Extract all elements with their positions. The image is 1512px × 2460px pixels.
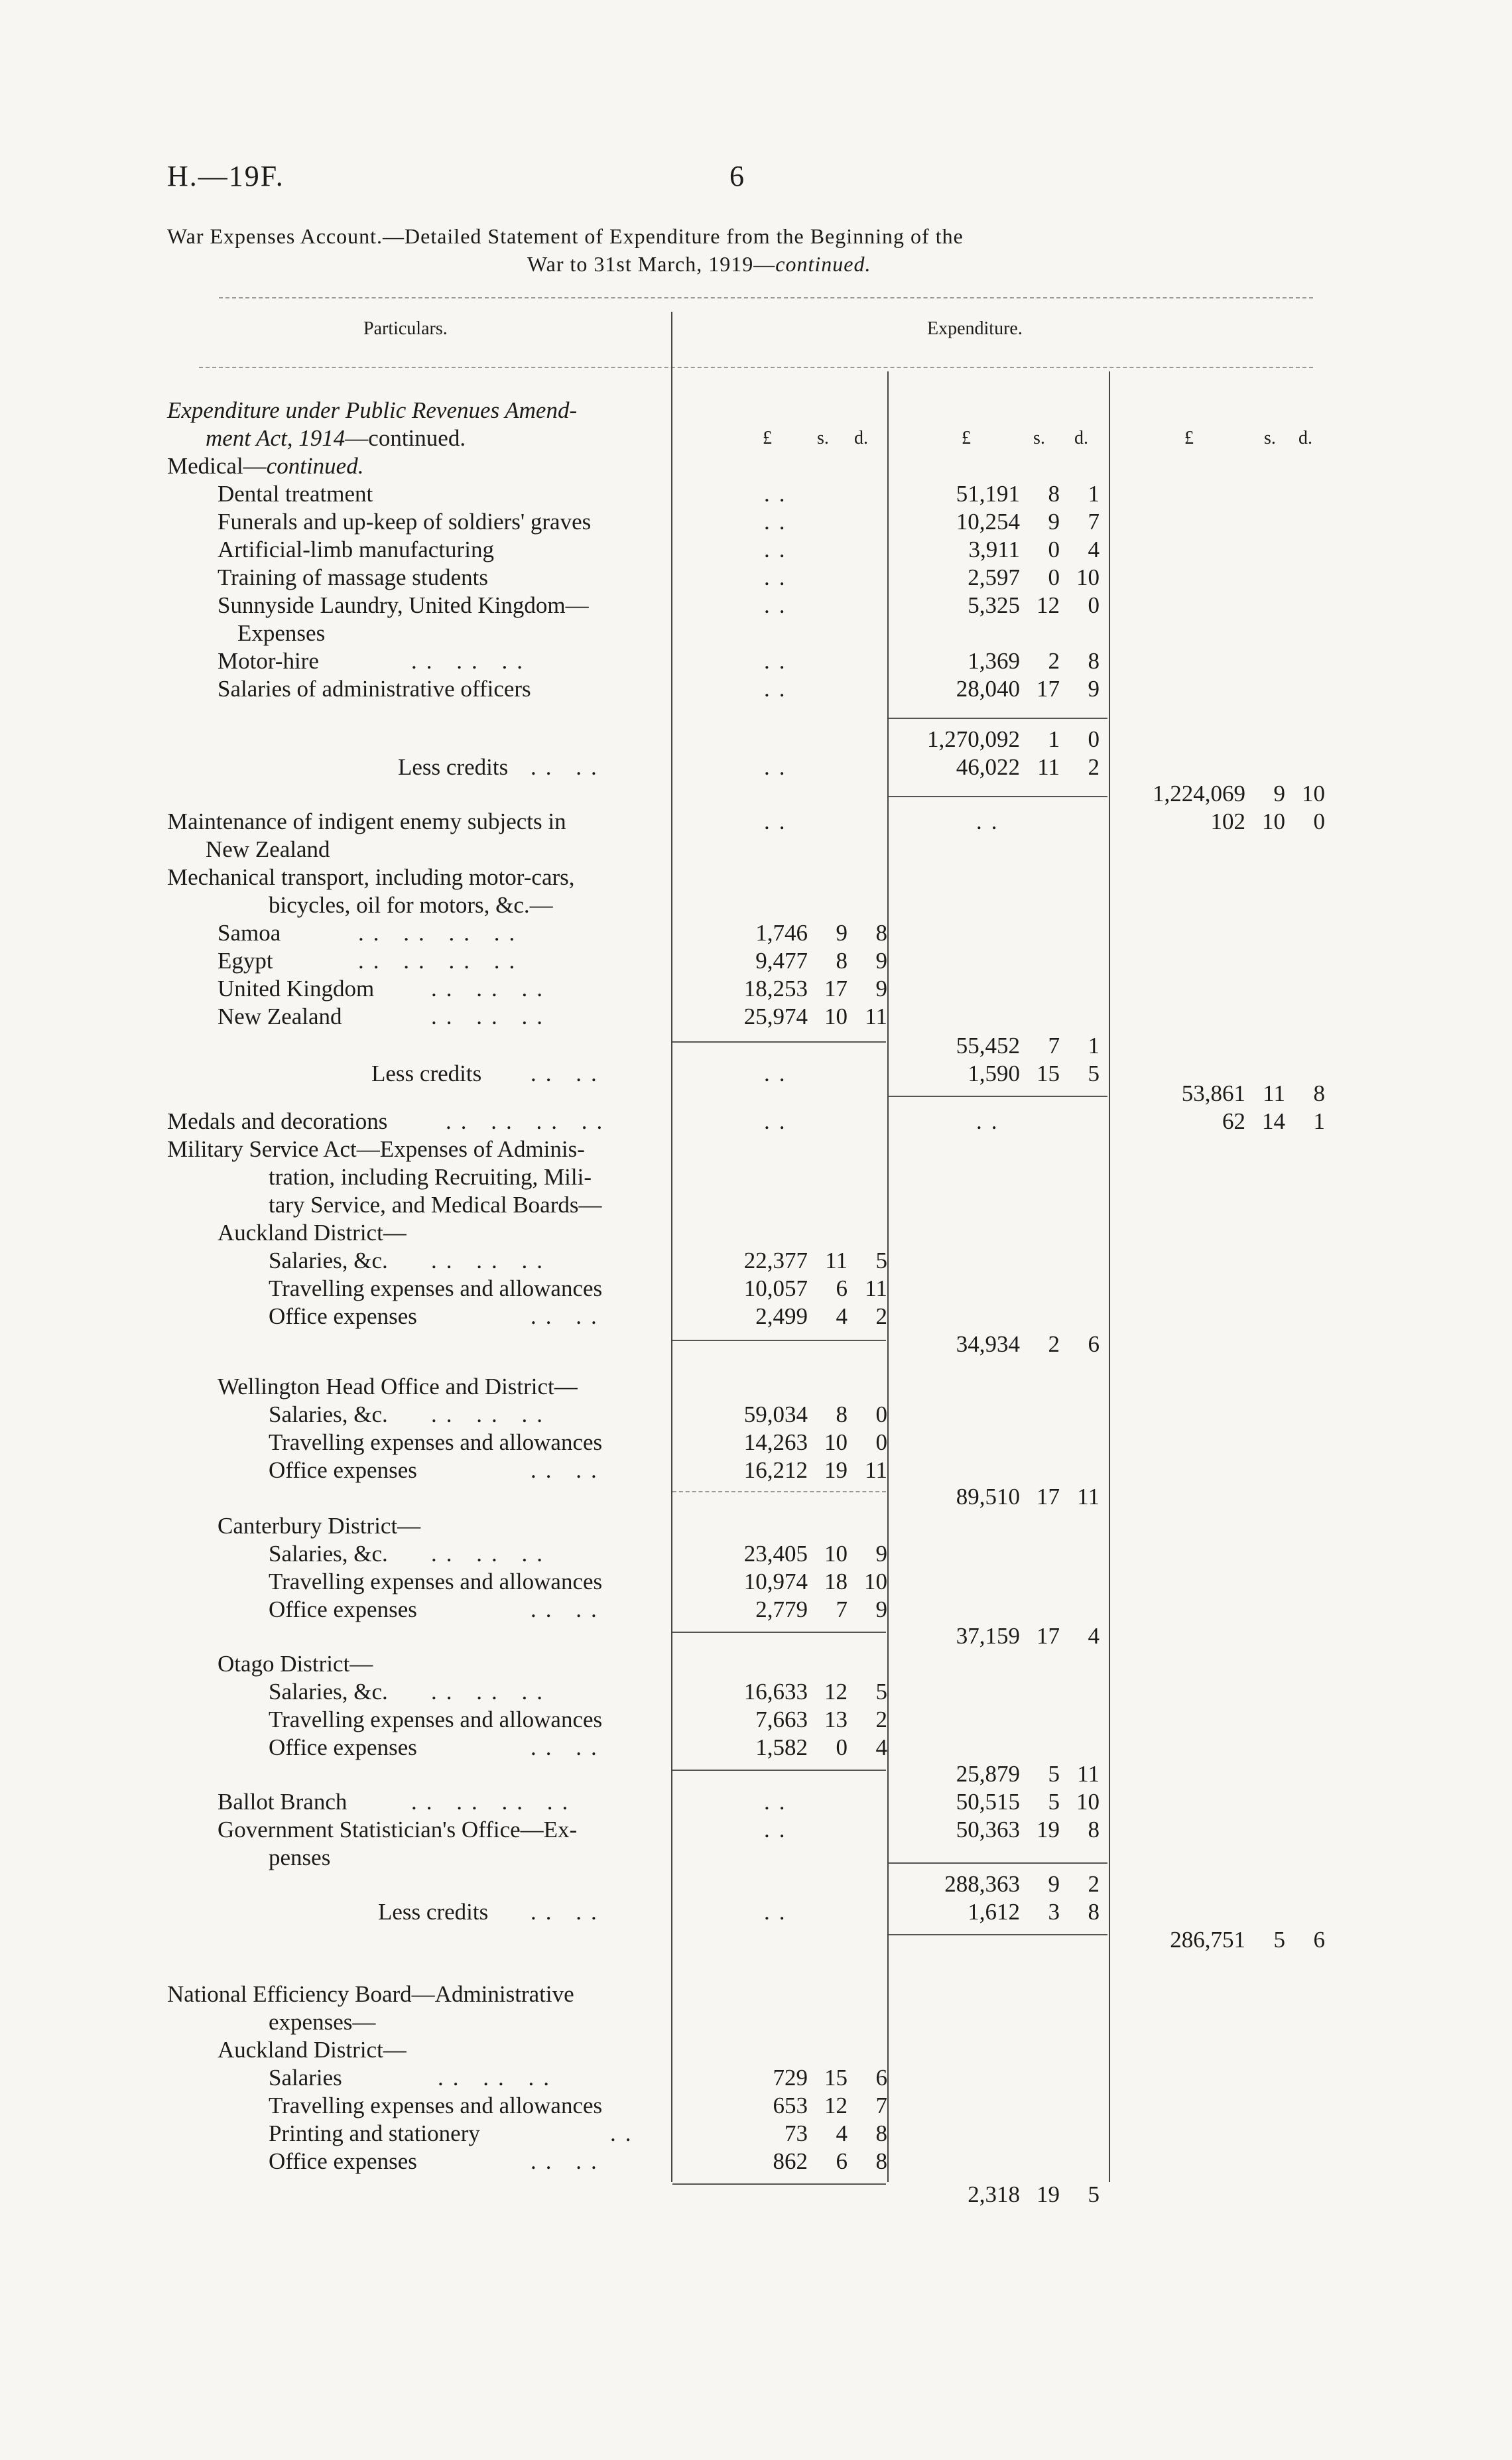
mechanical-net: 53,861 11 8 [1181,1080,1325,1106]
column-header-expenditure: Expenditure. [927,318,1023,339]
section-heading-cont: ment Act, 1914—continued. [206,425,466,451]
statement-title-line2: War to 31st March, 1919—continued. [527,252,871,276]
leader-dots: .. .. [531,2148,606,2174]
pence-unit: d. [1074,428,1088,448]
leader-dots: .. .. [531,1303,606,1329]
neb-total: 2,318 19 5 [968,2181,1100,2207]
mechanical-total: 55,452 7 1 [956,1033,1100,1059]
subtotal-rule [889,1934,1107,1935]
subtotal-rule [889,796,1107,797]
leader-dots: .. .. [531,1061,606,1086]
leader-dots: .. .. [531,1596,606,1622]
amount: 862 6 8 [773,2148,887,2174]
amount: 10,057 6 11 [743,1275,887,1301]
leader-dots: .. .. .. [431,1401,552,1427]
item-label: Samoa [218,920,281,946]
subtotal-rule [672,1491,886,1492]
district-total: 25,879 5 11 [956,1761,1100,1787]
less-credits-amount: 1,590 15 5 [968,1061,1100,1086]
medical-total: 1,270,092 1 0 [927,726,1100,752]
leader-dots: .. .. .. [431,1003,552,1029]
leader-dots: .. [764,809,794,834]
leader-dots: .. [764,564,794,590]
amount: 3,911 0 4 [968,537,1100,562]
item-label: Motor-hire [218,648,319,674]
maintenance-label-cont: New Zealand [206,836,330,862]
district-total: 89,510 17 11 [956,1484,1100,1510]
leader-dots: .. .. .. .. [358,948,525,974]
amount: 51,191 8 1 [956,481,1100,507]
subtotal-rule [672,1632,886,1633]
statement-title-line1: War Expenses Account.—Detailed Statement of Expenditure from the Beginning of the [167,224,964,248]
shilling-unit: s. [1033,428,1045,448]
leader-dots: .. [764,1899,794,1925]
leader-dots: .. [976,809,1007,834]
leader-dots: .. [764,1789,794,1815]
document-reference: H.—19F. [167,160,284,192]
less-credits-label: Less credits [398,754,509,780]
leader-dots: .. .. .. [438,2065,558,2091]
less-credits-label: Less credits [378,1899,489,1925]
leader-dots: .. .. .. [431,1679,552,1705]
leader-dots: .. [764,1108,794,1134]
subtotal-rule [889,718,1107,719]
item-label: Printing and stationery [269,2120,480,2146]
amount: 28,040 17 9 [956,676,1100,702]
amount: 14,263 10 0 [743,1429,887,1455]
amount: 10,974 18 10 [743,1569,887,1594]
item-label: Sunnyside Laundry, United Kingdom— [218,592,589,618]
medals-amount: 62 14 1 [1222,1108,1325,1134]
ballot-amount: 50,515 5 10 [956,1789,1100,1815]
item-label: Artificial-limb manufacturing [218,537,494,562]
pence-unit: d. [1298,428,1312,448]
pence-unit: d. [854,428,868,448]
leader-dots: .. .. [531,1734,606,1760]
neb-heading: National Efficiency Board—Administrative [167,1981,574,2007]
leader-dots: .. [764,1817,794,1843]
amount: 16,212 19 11 [743,1457,887,1483]
amount: 653 12 7 [773,2093,887,2118]
leader-dots: .. .. .. .. [446,1108,612,1134]
item-label: Office expenses [269,1457,417,1483]
subtotal-rule [672,2183,886,2185]
item-label: Salaries, &c. [269,1541,388,1567]
leader-dots: .. [764,537,794,562]
column-header-particulars: Particulars. [363,318,448,339]
pound-unit: £ [763,428,772,448]
amount: 1,582 0 4 [755,1734,887,1760]
item-label: New Zealand [218,1003,342,1029]
leader-dots: .. .. [531,1457,606,1483]
district-heading: Auckland District— [218,2037,407,2063]
item-label: Office expenses [269,1303,417,1329]
statistician-label: Government Statistician's Office—Ex- [218,1817,578,1843]
amount: 1,369 2 8 [968,648,1100,674]
item-label: Travelling expenses and allowances [269,1429,603,1455]
item-label: Training of massage students [218,564,488,590]
amount: 2,779 7 9 [755,1596,887,1622]
ballot-label: Ballot Branch [218,1789,347,1815]
item-label: Salaries, &c. [269,1679,388,1705]
subtotal-rule [672,1770,886,1771]
amount: 25,974 10 11 [743,1003,887,1029]
leader-dots: .. .. .. .. [358,920,525,946]
less-credits-label: Less credits [371,1061,482,1086]
amount: 10,254 9 7 [956,509,1100,535]
item-label: Travelling expenses and allowances [269,1275,603,1301]
msa-heading: Military Service Act—Expenses of Adminis- [167,1136,585,1162]
item-label: Office expenses [269,1734,417,1760]
statistician-label-cont: penses [269,1845,331,1870]
leader-dots: .. [764,592,794,618]
medals-label: Medals and decorations [167,1108,388,1134]
district-heading: Wellington Head Office and District— [218,1374,578,1399]
item-label: Salaries of administrative officers [218,676,531,702]
column-rule-2 [887,371,889,2182]
item-label-cont: Expenses [237,620,326,646]
subtotal-rule [672,1340,886,1341]
amount: 1,746 9 8 [755,920,887,946]
subtotal-rule [889,1862,1107,1864]
item-label: Office expenses [269,2148,417,2174]
amount: 729 15 6 [773,2065,887,2091]
medical-net: 1,224,069 9 10 [1153,781,1325,807]
msa-net: 286,751 5 6 [1170,1927,1325,1953]
item-label: United Kingdom [218,976,375,1002]
mechanical-heading-cont: bicycles, oil for motors, &c.— [269,892,553,918]
amount: 22,377 11 5 [743,1248,887,1273]
item-label: Salaries, &c. [269,1401,388,1427]
item-label: Funerals and up-keep of soldiers' graves [218,509,592,535]
item-label: Travelling expenses and allowances [269,2093,603,2118]
shilling-unit: s. [817,428,829,448]
subtotal-rule [889,1096,1107,1097]
header-divider [219,297,1313,298]
medical-heading: Medical—continued. [167,453,364,479]
leader-dots: .. .. .. [431,1541,552,1567]
pound-unit: £ [962,428,971,448]
item-label: Travelling expenses and allowances [269,1707,603,1732]
amount: 7,663 13 2 [755,1707,887,1732]
district-heading: Canterbury District— [218,1513,421,1539]
column-rule-3 [1109,371,1110,2182]
statistician-amount: 50,363 19 8 [956,1817,1100,1843]
pound-unit: £ [1184,428,1194,448]
shilling-unit: s. [1264,428,1276,448]
section-heading: Expenditure under Public Revenues Amend- [167,397,578,423]
maintenance-label: Maintenance of indigent enemy subjects in [167,809,566,834]
leader-dots: .. .. .. [411,648,532,674]
msa-heading-cont: tration, including Recruiting, Mili- [269,1164,592,1190]
amount: 59,034 8 0 [743,1401,887,1427]
item-label: Travelling expenses and allowances [269,1569,603,1594]
less-credits-amount: 1,612 3 8 [968,1899,1100,1925]
amount: 18,253 17 9 [743,976,887,1002]
amount: 5,325 12 0 [968,592,1100,618]
leader-dots: .. .. [531,1899,606,1925]
maintenance-amount: 102 10 0 [1210,809,1325,834]
leader-dots: .. [764,648,794,674]
item-label: Egypt [218,948,273,974]
column-rule-1 [671,312,672,2182]
leader-dots: .. [764,481,794,507]
leader-dots: .. [976,1108,1007,1134]
amount: 2,499 4 2 [755,1303,887,1329]
less-credits-amount: 46,022 11 2 [956,754,1100,780]
amount: 23,405 10 9 [743,1541,887,1567]
page-number: 6 [729,160,745,192]
amount: 2,597 0 10 [968,564,1100,590]
amount: 73 4 8 [785,2120,887,2146]
district-heading: Auckland District— [218,1220,407,1246]
item-label: Dental treatment [218,481,373,507]
leader-dots: .. [764,1061,794,1086]
item-label: Salaries [269,2065,342,2091]
leader-dots: .. .. [531,754,606,780]
amount: 16,633 12 5 [743,1679,887,1705]
leader-dots: .. .. .. [431,976,552,1002]
district-total: 37,159 17 4 [956,1623,1100,1649]
subtotal-rule [672,1041,886,1043]
neb-heading-cont: expenses— [269,2009,376,2035]
msa-total: 288,363 9 2 [944,1871,1100,1897]
item-label: Salaries, &c. [269,1248,388,1273]
mechanical-heading: Mechanical transport, including motor-cars, [167,864,575,890]
leader-dots: .. [764,509,794,535]
msa-heading-cont: tary Service, and Medical Boards— [269,1192,602,1218]
header-divider-lower [199,367,1313,368]
item-label: Office expenses [269,1596,417,1622]
district-heading: Otago District— [218,1651,373,1677]
district-total: 34,934 2 6 [956,1331,1100,1357]
leader-dots: .. .. .. [431,1248,552,1273]
leader-dots: .. [764,676,794,702]
amount: 9,477 8 9 [755,948,887,974]
leader-dots: .. [764,754,794,780]
leader-dots: .. [610,2120,641,2146]
leader-dots: .. .. .. .. [411,1789,578,1815]
